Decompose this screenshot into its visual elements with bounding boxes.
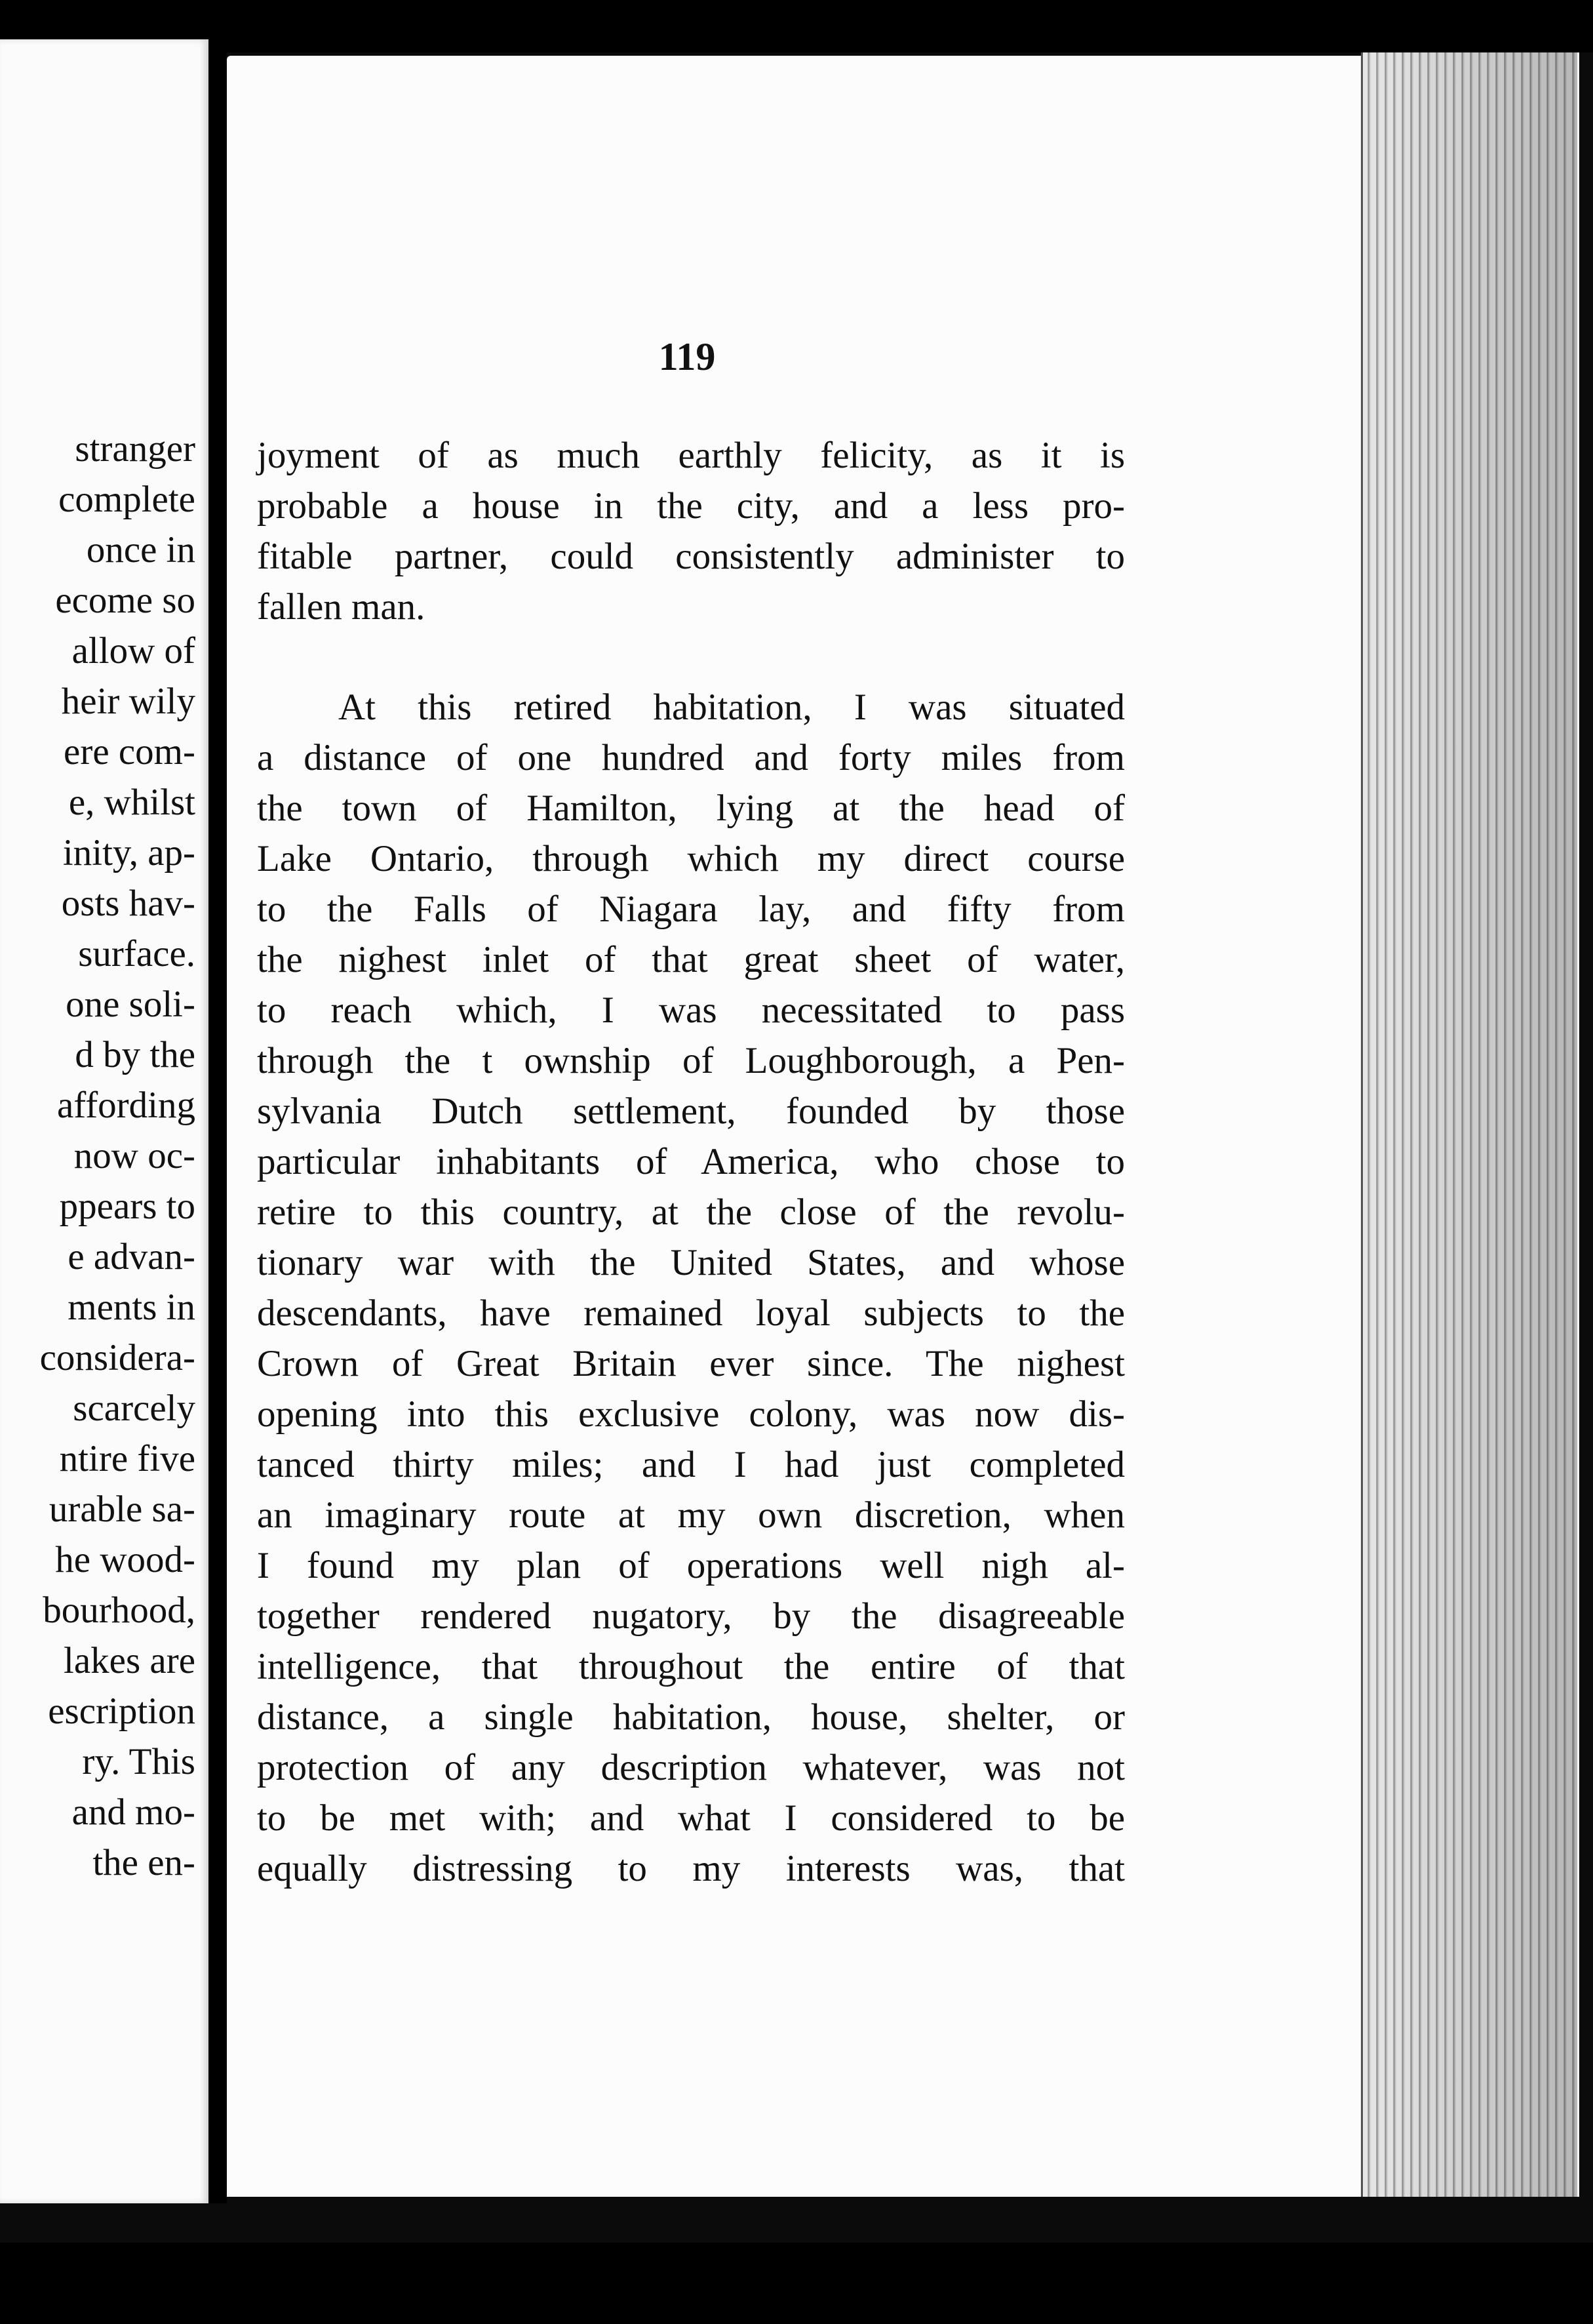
body-text-line: sylvania Dutch settlement, founded by those [257, 1091, 1125, 1132]
body-text-line: joyment of as much earthly felicity, as it is [257, 435, 1125, 476]
left-page-line: ry. This [82, 1741, 195, 1782]
body-text-line: to be met with; and what I considered to be [257, 1797, 1125, 1839]
left-page-line: he wood- [55, 1539, 195, 1580]
body-text-line: to the Falls of Niagara lay, and fifty from [257, 889, 1125, 930]
page-number: 119 [658, 335, 716, 378]
scan-border-bottom [0, 2243, 1593, 2324]
body-text-line: retire to this country, at the close of the revolu- [257, 1192, 1125, 1233]
body-text-line: a distance of one hundred and forty miles from [257, 737, 1125, 778]
book-gutter [208, 39, 227, 2203]
left-page-line: lakes are [64, 1640, 195, 1681]
body-text-line: fitable partner, could consistently administer to [257, 536, 1125, 577]
body-text-line: Lake Ontario, through which my direct course [257, 838, 1125, 879]
left-page-line: urable sa- [49, 1489, 195, 1530]
left-page-line: ecome so [55, 580, 195, 621]
body-text-line: opening into this exclusive colony, was now dis- [257, 1393, 1125, 1435]
page-edges-shadow [1361, 52, 1577, 2197]
left-page-line: ppears to [59, 1186, 195, 1227]
left-page-line: the en- [92, 1842, 195, 1883]
body-text-line: particular inhabitants of America, who chose to [257, 1141, 1125, 1182]
body-text-line: fallen man. [257, 586, 425, 628]
body-text-line: At this retired habitation, I was situated [338, 687, 1125, 728]
left-page-line: bourhood, [43, 1590, 195, 1631]
body-text-line: together rendered nugatory, by the disagreeable [257, 1595, 1125, 1637]
body-text-line: an imaginary route at my own discretion, when [257, 1494, 1125, 1536]
left-page-line: now oc- [73, 1135, 195, 1176]
left-page-line: osts hav- [61, 883, 195, 924]
body-text-line: equally distressing to my interests was, that [257, 1848, 1125, 1889]
left-page-line: one soli- [66, 984, 195, 1025]
left-page-line: surface. [78, 933, 195, 974]
left-page-line: ntire five [59, 1438, 195, 1479]
left-page-line: stranger [75, 428, 195, 470]
scan-border-top [0, 0, 1593, 52]
body-text-line: to reach which, I was necessitated to pass [257, 990, 1125, 1031]
left-page-line: scarcely [73, 1388, 195, 1429]
body-text-line: intelligence, that throughout the entire of that [257, 1646, 1125, 1687]
body-text-line: descendants, have remained loyal subjects to the [257, 1292, 1125, 1334]
body-text-line: the nighest inlet of that great sheet of water, [257, 939, 1125, 980]
left-page-line: e advan- [68, 1236, 195, 1277]
body-text-line: probable a house in the city, and a less pro- [257, 485, 1125, 527]
left-page-line: allow of [71, 630, 195, 671]
left-page-line: inity, ap- [62, 832, 195, 873]
body-text-line: I found my plan of operations well nigh al- [257, 1545, 1125, 1586]
body-text-line: tanced thirty miles; and I had just completed [257, 1444, 1125, 1485]
left-page-line: heir wily [61, 681, 195, 722]
left-page-line: and mo- [71, 1792, 195, 1833]
left-page-line: once in [86, 529, 195, 571]
body-text-line: tionary war with the United States, and whose [257, 1242, 1125, 1283]
body-text-line: Crown of Great Britain ever since. The nighest [257, 1343, 1125, 1384]
left-page-line: escription [48, 1691, 195, 1732]
body-text-line: through the t ownship of Loughborough, a Pen- [257, 1040, 1125, 1081]
left-page-line: considera- [39, 1337, 195, 1378]
left-page-line: d by the [75, 1034, 195, 1075]
left-page-line: affording [56, 1085, 195, 1126]
body-text-line: distance, a single habitation, house, shelter, or [257, 1696, 1125, 1738]
left-page-line: e, whilst [68, 782, 195, 823]
left-page-line: ments in [68, 1287, 195, 1328]
left-page [0, 39, 208, 2203]
body-text-line: the town of Hamilton, lying at the head of [257, 788, 1125, 829]
left-page-line: complete [58, 479, 195, 520]
body-text-line: protection of any description whatever, was not [257, 1747, 1125, 1788]
left-page-line: ere com- [64, 731, 195, 772]
